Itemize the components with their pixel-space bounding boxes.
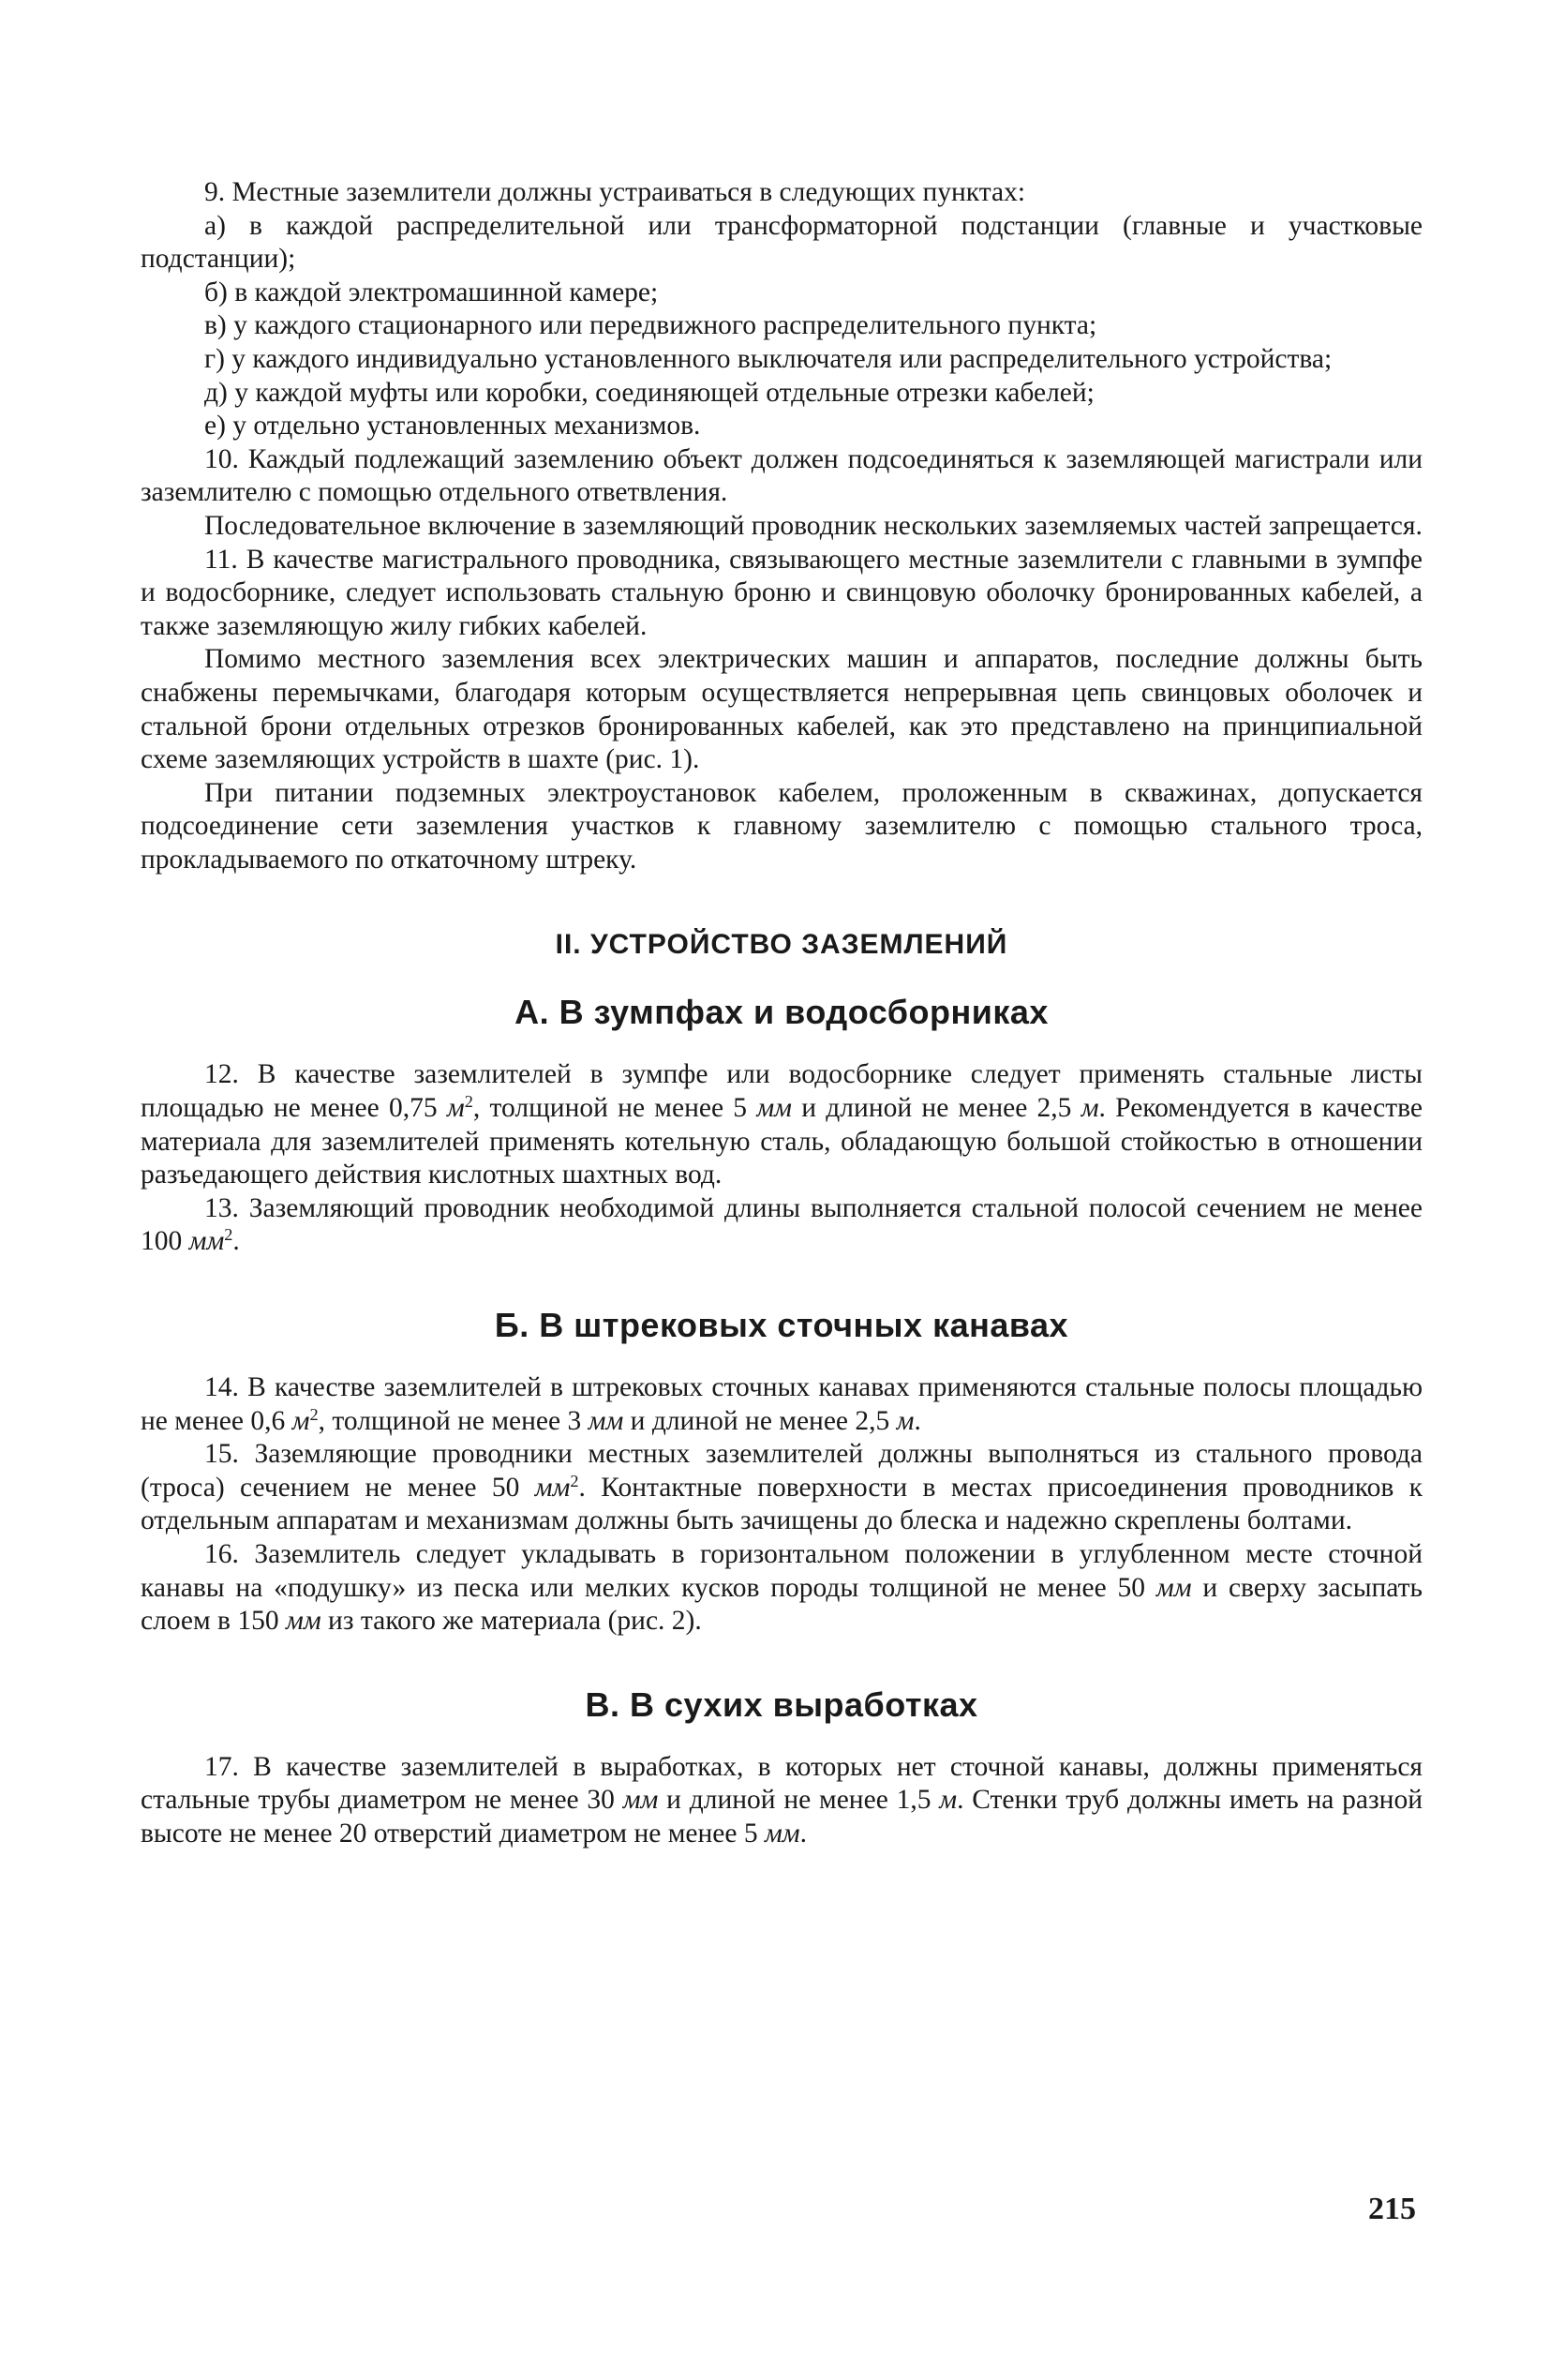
paragraph-9-a: а) в каждой распределительной или трансформаторной подстанции (главные и участковые подстанции); xyxy=(141,210,1423,275)
paragraph-11-cable: При питании подземных электроустановок кабелем, проложенным в скважинах, допускается подсоединение сети заземления участков к главному заземлителю с помощью стального троса, прокладываемого по откаточному штреку. xyxy=(141,777,1423,875)
paragraph-9-g: г) у каждого индивидуально установленного выключателя или распределительного устройства; xyxy=(204,343,1333,374)
paragraph-16: 16. Заземлитель следует укладывать в горизонтальном положении в углубленном месте сточной канавы на «подушку» из песка или мелких кусков породы толщиной не менее 50 мм и сверху засыпать слоем в 150 мм из такого же материала (рис. 2). xyxy=(141,1539,1423,1637)
subsection-heading-a: А. В зумпфах и водосборниках xyxy=(514,993,1049,1032)
page-number: 215 xyxy=(1368,2192,1416,2226)
paragraph-9-d: д) у каждой муфты или коробки, соединяющей отдельные отрезки кабелей; xyxy=(204,377,1095,408)
paragraph-10: 10. Каждый подлежащий заземлению объект должен подсоединяться к заземляющей магистрали или заземлителю с помощью отдельного ответвления. xyxy=(141,443,1423,508)
paragraph-10-continued: Последовательное включение в заземляющий проводник нескольких заземляемых частей запрещается. xyxy=(204,510,1423,541)
paragraph-9-b: б) в каждой электромашинной камере; xyxy=(204,277,659,307)
paragraph-9-e: е) у отдельно установленных механизмов. xyxy=(204,411,701,442)
paragraph-12: 12. В качестве заземлителей в зумпфе или водосборнике следует применять стальные листы площадью не менее 0,75 $м^2$, толщиной не менее 5 мм и длиной не менее 2,5 м. Рекомендуется в качестве материала для заземлителей применять котельную сталь, обладающую большой стойкостью в отношении разъедающего действия кислотных шахтных вод. xyxy=(141,1059,1423,1190)
subsection-heading-v: В. В сухих выработках xyxy=(585,1684,978,1724)
paragraph-13: 13. Заземляющий проводник необходимой длины выполняется стальной полосой сечением не менее 100 $мм^2$. xyxy=(141,1192,1423,1257)
paragraph-11: 11. В качестве магистрального проводника, связывающего местные заземлители с главными в зумпфе и водосборнике, следует использовать стальную броню и свинцовую оболочку бронированных кабелей, а также заземляющую жилу гибких кабелей. xyxy=(141,544,1423,641)
paragraph-11-continued: Помимо местного заземления всех электрических машин и аппаратов, последние должны быть снабжены перемычками, благодаря которым осуществляется непрерывная цепь свинцовых оболочек и стальной брони отдельных отрезков бронированных кабелей, как это представлено на принципиальной схеме заземляющих устройств в шахте (рис. 1). xyxy=(141,644,1423,775)
paragraph-14: 14. В качестве заземлителей в штрековых сточных канавах применяются стальные полосы площадью не менее 0,6 $м^2$, толщиной не менее 3 мм и длиной не менее 2,5 м. xyxy=(141,1372,1423,1436)
paragraph-15: 15. Заземляющие проводники местных заземлителей должны выполняться из стального провода (троса) сечением не менее 50 $мм^2$. Контактные поверхности в местах присоединения проводников к отдельным аппаратам и механизмам должны быть зачищены до блеска и надежно скреплены болтами. xyxy=(141,1439,1423,1536)
page-body xyxy=(141,176,1423,1851)
paragraph-9-intro: 9. Местные заземлители должны устраиваться в следующих пунктах: xyxy=(204,177,1026,207)
paragraph-9-v: в) у каждого стационарного или передвижного распределительного пункта; xyxy=(204,310,1097,341)
paragraph-17: 17. В качестве заземлителей в выработках, в которых нет сточной канавы, должны применяться стальные трубы диаметром не менее 30 мм и длиной не менее 1,5 м. Стенки труб должны иметь на разной высоте не менее 20 отверстий диаметром не менее 5 мм. xyxy=(141,1751,1423,1849)
subsection-heading-b: Б. В штрековых сточных канавах xyxy=(494,1306,1069,1345)
section-heading: II. УСТРОЙСТВО ЗАЗЕМЛЕНИЙ xyxy=(555,929,1008,961)
